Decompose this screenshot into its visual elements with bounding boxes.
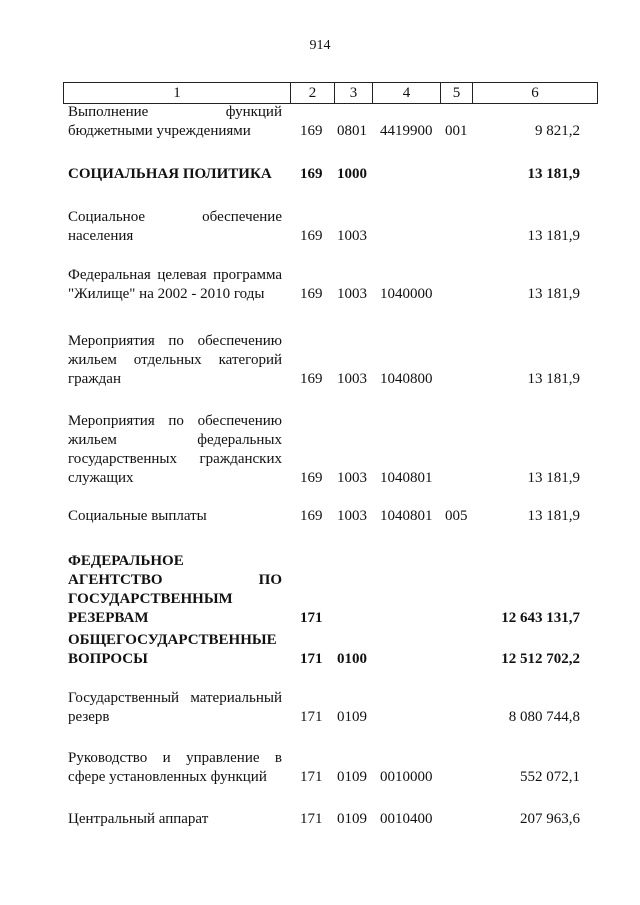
table-row xyxy=(68,689,584,727)
row-name: Центральный аппарат xyxy=(68,811,209,827)
col-2-value: 169 xyxy=(300,470,323,486)
amount: 8 080 744,8 xyxy=(508,709,580,725)
col-3-value: 0801 xyxy=(337,123,367,139)
amount: 13 181,9 xyxy=(527,166,580,182)
col-2-value: 171 xyxy=(300,811,323,827)
table-header xyxy=(63,82,598,104)
amount: 13 181,9 xyxy=(527,228,580,244)
amount: 13 181,9 xyxy=(527,508,580,524)
col-4-value: 1040000 xyxy=(380,286,433,302)
amount: 12 512 702,2 xyxy=(501,651,580,667)
row-name: СОЦИАЛЬНАЯ ПОЛИТИКА xyxy=(68,166,272,182)
header-col-6: 6 xyxy=(531,85,539,101)
col-5-value: 005 xyxy=(445,508,468,524)
amount: 12 643 131,7 xyxy=(501,610,580,626)
row-name: Государственный материальный резерв xyxy=(68,690,282,725)
col-3-value: 0109 xyxy=(337,811,367,827)
header-col-5: 5 xyxy=(441,83,473,103)
page-number: 914 xyxy=(309,38,331,53)
col-2-value: 169 xyxy=(300,123,323,139)
col-2-value: 171 xyxy=(300,651,323,667)
col-4-value: 1040801 xyxy=(380,508,433,524)
table-row xyxy=(68,810,584,829)
col-3-value: 1003 xyxy=(337,371,367,387)
row-name: Руководство и управление в сфере установленных функций xyxy=(68,750,282,785)
amount: 207 963,6 xyxy=(520,811,580,827)
col-3-value: 0100 xyxy=(337,651,367,667)
col-3-value: 1000 xyxy=(337,166,367,182)
col-2-value: 169 xyxy=(300,508,323,524)
table-row xyxy=(68,266,584,304)
col-3-value: 1003 xyxy=(337,286,367,302)
table-row xyxy=(68,332,584,389)
col-2-value: 171 xyxy=(300,610,323,626)
col-3-value: 1003 xyxy=(337,470,367,486)
row-name: Социальные выплаты xyxy=(68,508,207,524)
row-name: Мероприятия по обеспечению жильем федеральных государственных гражданских служащих xyxy=(68,413,282,486)
table-row xyxy=(68,749,584,787)
header-col-2: 2 xyxy=(291,83,335,103)
col-2-value: 169 xyxy=(300,286,323,302)
amount: 13 181,9 xyxy=(527,371,580,387)
row-name: ФЕДЕРАЛЬНОЕ АГЕНТСТВО ПО ГОСУДАРСТВЕННЫМ РЕЗЕРВАМ xyxy=(68,553,282,626)
row-name: Выполнение функций бюджетными учреждениями xyxy=(68,104,282,139)
col-4-value: 1040801 xyxy=(380,470,433,486)
table-row xyxy=(68,412,584,488)
col-2-value: 169 xyxy=(300,228,323,244)
col-3-value: 0109 xyxy=(337,709,367,725)
amount: 552 072,1 xyxy=(520,769,580,785)
col-4-value: 1040800 xyxy=(380,371,433,387)
col-5-value: 001 xyxy=(445,123,468,139)
row-name: Социальное обеспечение населения xyxy=(68,209,282,244)
table-row xyxy=(68,208,584,246)
amount: 9 821,2 xyxy=(535,123,580,139)
col-2-value: 171 xyxy=(300,769,323,785)
header-col-1: 1 xyxy=(64,83,291,103)
row-name: Федеральная целевая программа "Жилище" на 2002 - 2010 годы xyxy=(68,267,282,302)
row-name: Мероприятия по обеспечению жильем отдельных категорий граждан xyxy=(68,333,282,387)
table-row xyxy=(68,103,584,141)
col-3-value: 1003 xyxy=(337,508,367,524)
col-4-value: 0010000 xyxy=(380,769,433,785)
table-row xyxy=(68,552,584,628)
table-row xyxy=(68,507,584,526)
col-2-value: 169 xyxy=(300,166,323,182)
col-2-value: 171 xyxy=(300,709,323,725)
col-3-value: 0109 xyxy=(337,769,367,785)
table-row xyxy=(68,631,584,669)
col-4-value: 0010400 xyxy=(380,811,433,827)
header-col-3: 3 xyxy=(335,83,373,103)
header-col-4: 4 xyxy=(373,83,441,103)
col-3-value: 1003 xyxy=(337,228,367,244)
col-2-value: 169 xyxy=(300,371,323,387)
table-row xyxy=(68,165,584,184)
col-4-value: 4419900 xyxy=(380,123,433,139)
amount: 13 181,9 xyxy=(527,286,580,302)
amount: 13 181,9 xyxy=(527,470,580,486)
row-name: ОБЩЕГОСУДАРСТВЕННЫЕ ВОПРОСЫ xyxy=(68,632,277,667)
